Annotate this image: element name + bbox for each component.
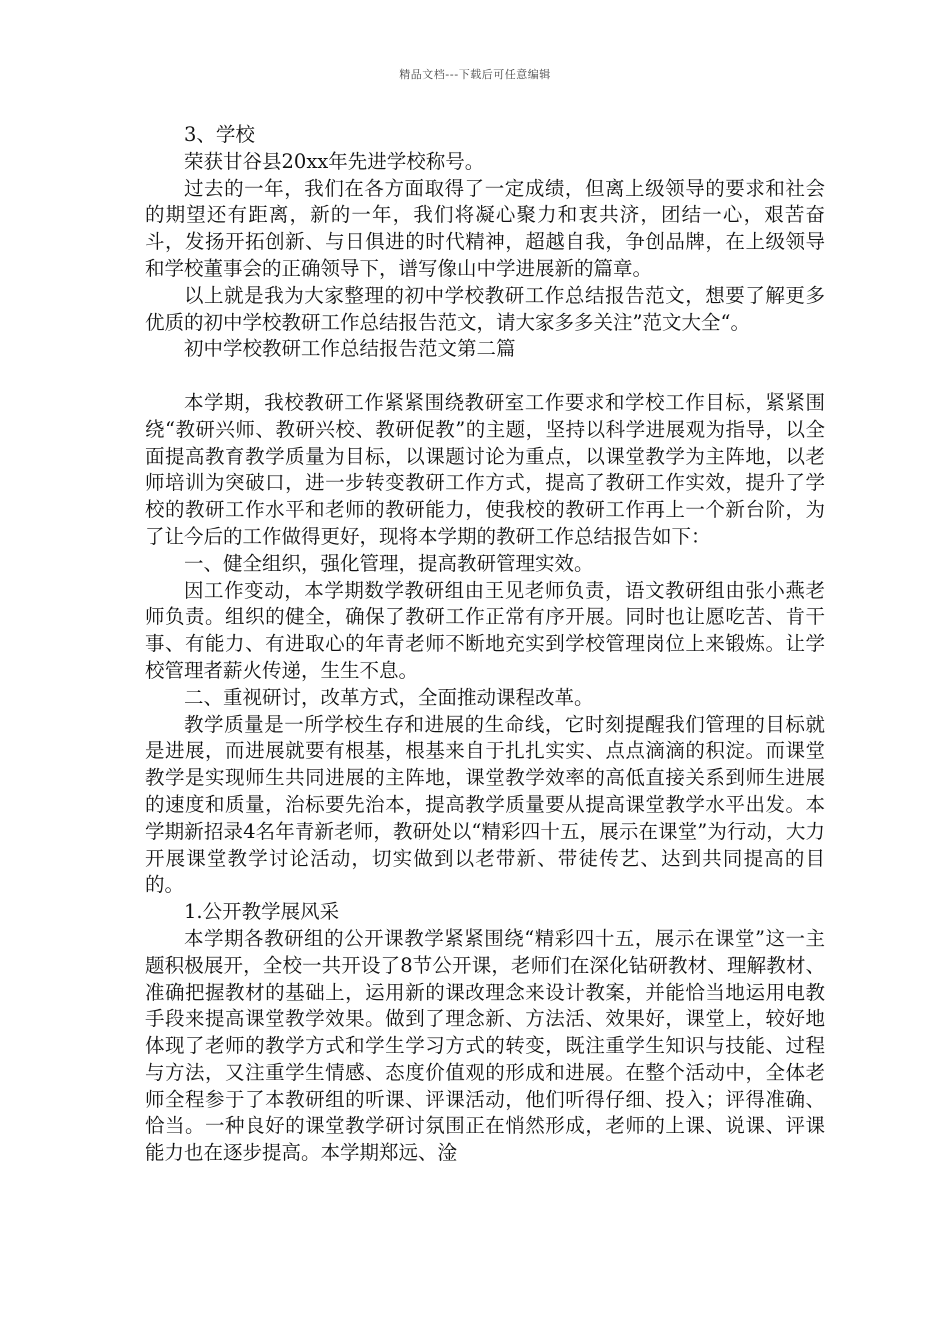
paragraph: 过去的一年，我们在各方面取得了一定成绩，但离上级领导的要求和社会的期望还有距离，新的一年，我们将凝心聚力和衷共济，团结一心，艰苦奋斗，发扬开拓创新、与日俱进的时代精神，超越自我，争创品牌，在上级领导和学校董事会的正确领导下，谱写像山中学进展新的篇章。 [145,176,825,280]
paragraph: 以上就是我为大家整理的初中学校教研工作总结报告范文，想要了解更多优质的初中学校教研工作总结报告范文，请大家多多关注”范文大全“。 [145,283,825,334]
subsection-heading: 1.公开教学展风采 [184,900,340,924]
paragraph: 本学期，我校教研工作紧紧围绕教研室工作要求和学校工作目标，紧紧围绕“教研兴师、教研兴校、教研促教”的主题，坚持以科学进展观为指导，以全面提高教育教学质量为目标，以课题讨论为重点，以课堂教学为主阵地，以老师培训为突破口，进一步转变教研工作方式，提高了教研工作实效，提升了学校的教研工作水平和老师的教研能力，使我校的教研工作再上一个新台阶，为了让今后的工作做得更好，现将本学期的教研工作总结报告如下： [145,390,825,548]
section-heading: 二、重视研讨，改革方式，全面推动课程改革。 [184,685,594,709]
blank-line [145,363,825,390]
section-heading: 3、学校 [184,123,255,146]
paragraph: 本学期各教研组的公开课教学紧紧围绕“精彩四十五，展示在课堂”这一主题积极展开，全校一共开设了8节公开课，老师们在深化钻研教材、理解教材、准确把握教材的基础上，运用新的课改理念来设计教案，并能恰当地运用电教手段来提高课堂教学效果。做到了理念新、方法活、效果好，课堂上，较好地体现了老师的教学方式和学生学习方式的转变，既注重学生知识与技能、过程与方法，又注重学生情感、态度价值观的形成和进展。在整个活动中，全体老师全程参于了本教研组的听课、评课活动，他们听得仔细、投入；评得准确、恰当。一种良好的课堂教学研讨氛围正在悄然形成，老师的上课、说课、评课能力也在逐步提高。本学期郑远、淦 [145,926,825,1165]
document-body [145,122,825,1167]
paragraph: 荣获甘谷县20xx年先进学校称号。 [184,149,485,173]
article-title: 初中学校教研工作总结报告范文第二篇 [184,337,516,361]
paragraph: 因工作变动，本学期数学教研组由王见老师负责，语文教研组由张小燕老师负责。组织的健全，确保了教研工作正常有序开展。同时也让愿吃苦、肯干事、有能力、有进取心的年青老师不断地充实到学校管理岗位上来锻炼。让学校管理者薪火传递，生生不息。 [145,578,825,682]
paragraph: 教学质量是一所学校生存和进展的生命线，它时刻提醒我们管理的目标就是进展，而进展就要有根基，根基来自于扎扎实实、点点滴滴的积淀。而课堂教学是实现师生共同进展的主阵地，课堂教学效率的高低直接关系到师生进展的速度和质量，治标要先治本，提高教学质量要从提高课堂教学水平出发。本学期新招录4名年青新老师，教研处以“精彩四十五，展示在课堂”为行动，大力开展课堂教学讨论活动，切实做到以老带新、带徒传艺、达到共同提高的目的。 [145,712,825,897]
section-heading: 一、健全组织，强化管理，提高教研管理实效。 [184,551,594,575]
page-header: 精品文档---下载后可任意编辑 [399,68,551,81]
